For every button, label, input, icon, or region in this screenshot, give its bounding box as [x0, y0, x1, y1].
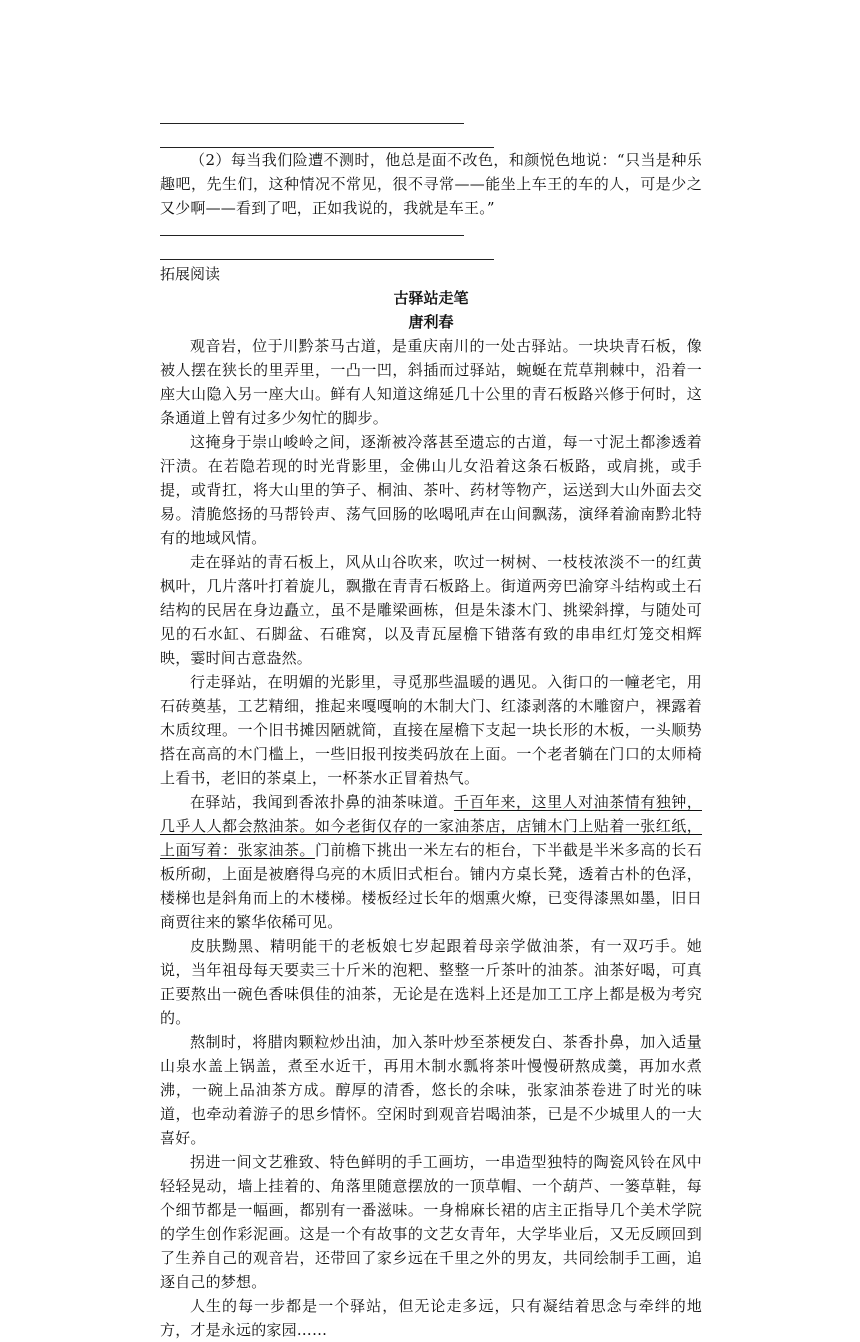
paragraph: 走在驿站的青石板上，风从山谷吹来，吹过一树树、一枝枝浓淡不一的红黄枫叶，几片落叶打着旋儿，飘撒在青青石板路上。街道两旁巴渝穿斗结构或土石结构的民居在身边矗立，虽不是雕梁画栋，但是朱漆木门、挑梁斜撑，与随处可见的石水缸、石脚盆、石碓窝，以及青瓦屋檐下错落有致的串串红灯笼交相辉映，霎时间古意盎然。	[160, 553, 702, 667]
paragraph: 这掩身于崇山峻岭之间，逐渐被冷落甚至遗忘的古道，每一寸泥土都渗透着汗渍。在若隐若现的时光背影里，金佛山儿女沿着这条石板路，或肩挑，或手提，或背扛，将大山里的笋子、桐油、茶叶、药材等物产，运送到大山外面去交易。清脆悠扬的马帮铃声、荡气回肠的吆喝吼声在山间飘荡，演绎着渝南黔北特有的地域风情。	[160, 433, 702, 547]
paragraph	[160, 790, 702, 934]
paragraph: 拐进一间文艺雅致、特色鲜明的手工画坊，一串造型独特的陶瓷风铃在风中轻轻晃动，墙上挂着的、角落里随意摆放的一顶草帽、一个葫芦、一篓草鞋，每个细节都是一幅画，都别有一番滋味。一身棉麻长裙的店主正指导几个美术学院的学生创作彩泥画。这是一个有故事的文艺女青年，大学毕业后，又无反顾回到了生养自己的观音岩，还带回了家乡远在千里之外的男友，共同绘制手工画，追逐自己的梦想。	[160, 1153, 702, 1291]
paragraph: 观音岩，位于川黔茶马古道，是重庆南川的一处古驿站。一块块青石板，像被人摆在狭长的里弄里，一凸一凹，斜插而过驿站，蜿蜒在荒草荆棘中，沿着一座大山隐入另一座大山。鲜有人知道这绵延几十公里的青石板路兴修于何时，这条通道上曾有过多少匆忙的脚步。	[160, 337, 702, 427]
underlined-sentence: 千百年来，这里人对油茶情有独钟，几乎人人都会熬油茶。如今老街仅存的一家油茶店，店铺木门上贴着一张红纸，上面写着：张家油茶。	[160, 793, 702, 859]
article-author: 唐利春	[408, 313, 454, 331]
paragraph-text: 门前檐下挑出一米左右的柜台，下半截是半米多高的长石板所砌，上面是被磨得乌亮的木质旧式柜台。铺内方桌长凳，透着古朴的色泽，楼梯也是斜角而上的木楼梯。楼板经过长年的烟熏火燎，已变得漆黑如墨，旧日商贾往来的繁华依稀可见。	[160, 841, 702, 931]
paragraph-text: 在驿站，我闻到香浓扑鼻的油茶味道。	[190, 793, 454, 811]
paragraph: 行走驿站，在明媚的光影里，寻觅那些温暖的遇见。入街口的一幢老宅，用石砖奠基，工艺精细，推起来嘎嘎响的木制大门、红漆剥落的木雕窗户，裸露着木质纹理。一个旧书摊因陋就简，直接在屋檐下支起一块长形的木板，一头顺势搭在高高的木门槛上，一些旧报刊按类码放在上面。一个老者躺在门口的太师椅上看书，老旧的茶桌上，一杯茶水正冒着热气。	[160, 673, 702, 787]
answer-line	[160, 235, 464, 236]
paragraph: 熬制时，将腊肉颗粒炒出油，加入茶叶炒至茶梗发白、茶香扑鼻，加入适量山泉水盖上锅盖，煮至水近干，再用木制水瓢将茶叶慢慢研熬成羹，再加水煮沸，一碗上品油茶方成。醇厚的清香，悠长的余味，张家油茶卷进了时光的味道，也牵动着游子的思乡情怀。空闲时到观音岩喝油茶，已是不少城里人的一大喜好。	[160, 1033, 702, 1147]
article-title: 古驿站走笔	[393, 289, 469, 307]
extended-reading	[160, 262, 702, 1342]
question-2	[160, 148, 702, 220]
answer-line	[160, 259, 494, 260]
paragraph: 人生的每一步都是一个驿站，但无论走多远，只有凝结着思念与牵绊的地方，才是永远的家园……	[160, 1297, 702, 1339]
section-label: 拓展阅读	[160, 265, 221, 283]
answer-line	[160, 123, 464, 124]
question-2-text: （2）每当我们险遭不测时，他总是面不改色，和颜悦色地说：“只当是种乐趣吧，先生们，这种情况不常见，很不寻常——能坐上车王的车的人，可是少之又少啊——看到了吧，正如我说的，我就是车王。”	[160, 151, 702, 217]
paragraph: 皮肤黝黑、精明能干的老板娘七岁起跟着母亲学做油茶，有一双巧手。她说，当年祖母每天要卖三十斤米的泡粑、整整一斤茶叶的油茶。油茶好喝，可真正要熬出一碗色香味俱佳的油茶，无论是在选料上还是加工工序上都是极为考究的。	[160, 937, 702, 1027]
